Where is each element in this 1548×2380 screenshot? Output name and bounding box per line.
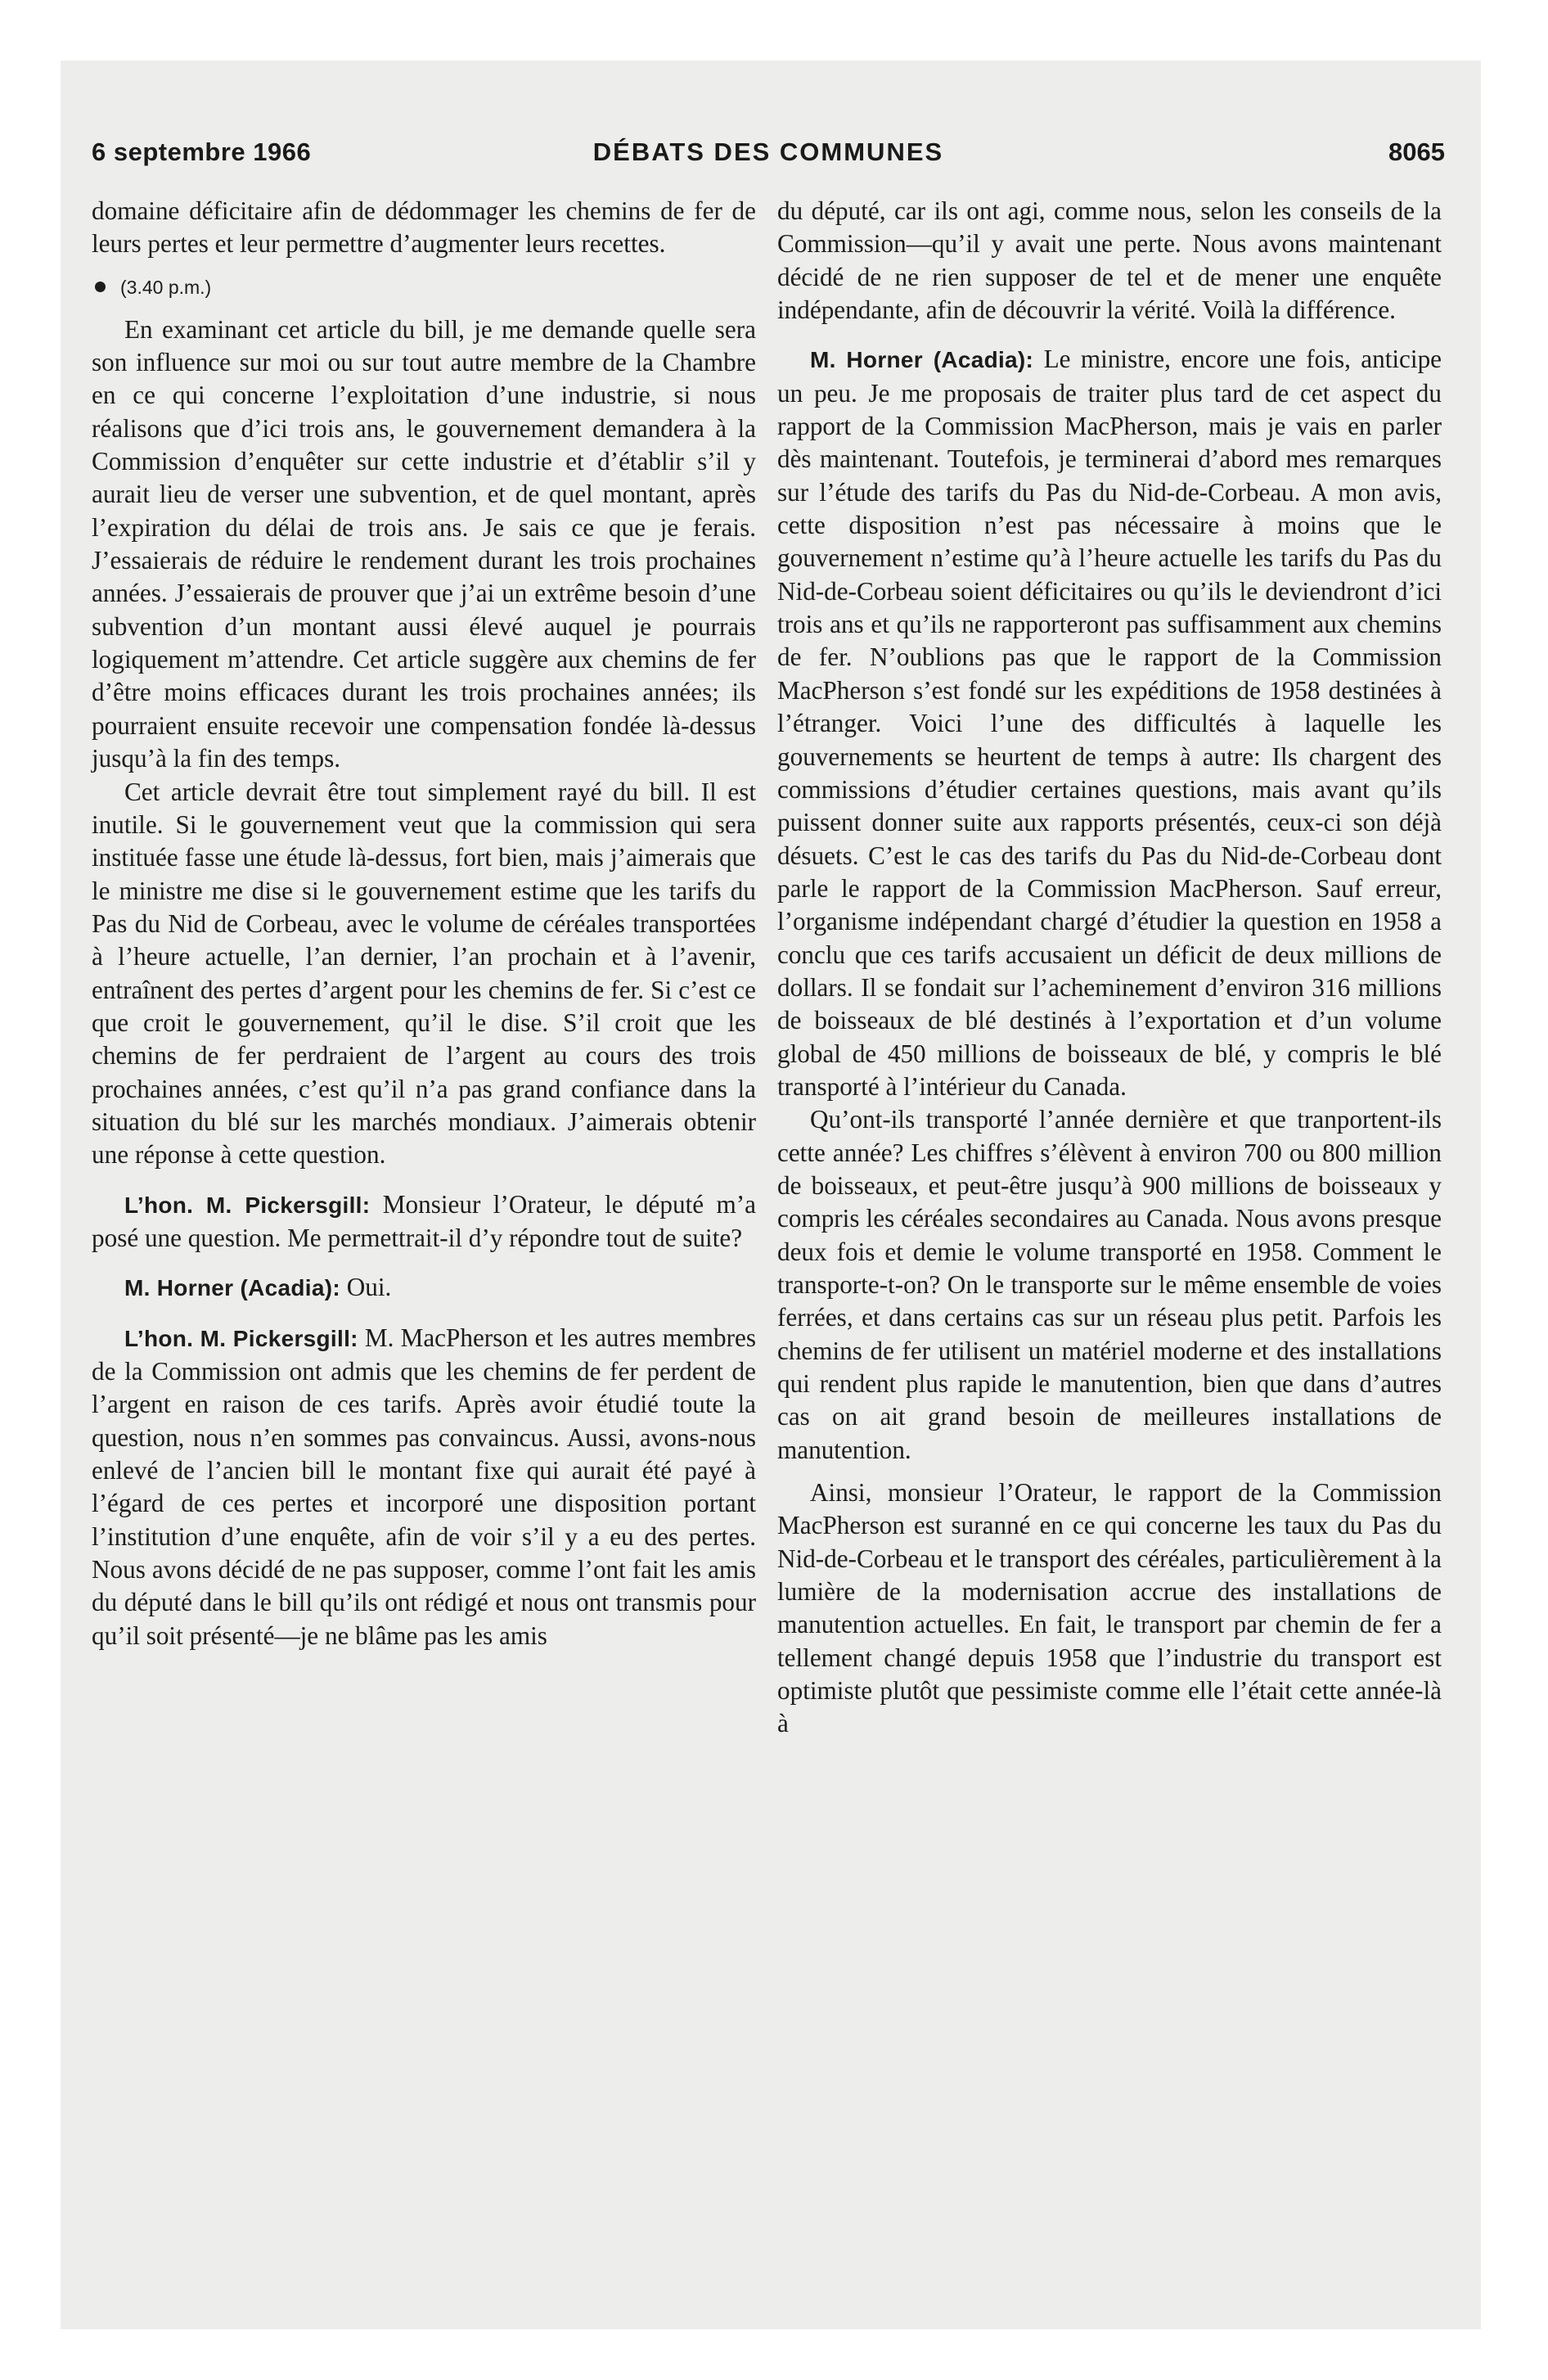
timestamp-text: (3.40 p.m.) [120,276,212,298]
paragraph: du député, car ils ont agi, comme nous, selon les conseils de la Commission—qu’il y avait une perte. Nous avons maintenant décidé de ne rien supposer de tel et de mener une enquête indépendante, afin de découvrir la vérité. Voilà la différence. [777,196,1442,325]
right-column [777,195,1442,1741]
speech-text: Monsieur l’Orateur, le député m’a posé une question. Me permettrait-il d’y répondre tout de suite? [92,1189,756,1252]
speech [92,1322,756,1652]
speaker-name: L’hon. M. Pickersgill: [124,1325,358,1351]
paragraph: Qu’ont-ils transporté l’année dernière et que tranportent-ils cette année? Les chiffres s’élèvent à environ 700 ou 800 million de boisseaux, et peut-être jusqu’à 900 millions de boisseaux y compris les céréales secondaires au Canada. Nous avons presque deux fois et demie le volume transporté en 1958. Comment le transporte-t-on? On le transporte sur le même ensemble de voies ferrées, et dans certains cas sur un réseau plus petit. Parfois les chemins de fer utilisent un matériel moderne et des installations qui rendent plus rapide le manutention, bien que dans d’autres cas on ait grand besoin de meilleures installations de manutention. [777,1105,1442,1464]
page-number: 8065 [1388,137,1445,166]
running-header [92,137,1445,170]
header-title: DÉBATS DES COMMUNES [592,137,944,166]
speech-text: Oui. [346,1273,392,1302]
header-date: 6 septembre 1966 [92,137,312,166]
speech [777,343,1442,1103]
paragraph: En examinant cet article du bill, je me demande quelle sera son influence sur moi ou sur tout autre membre de la Chambre en ce qui concerne l’exploitation d’une industrie, si nous réalisons que d’ici trois ans, le gouvernement demandera à la Commission d’enquêter sur cette industrie et d’établir s’il y aurait lieu de verser une subvention, et de quel montant, après l’expiration du délai de trois ans. Je sais ce que je ferais. J’essaierais de réduire le rendement durant les trois prochaines années. J’essaierais de prouver que j’ai un extrême besoin d’une subvention d’un montant aussi élevé auquel je pourrais logiquement m’attendre. Cet article suggère aux chemins de fer d’être moins efficaces durant les trois prochaines années; ils pourraient ensuite recevoir une compensation fondée là-dessus jusqu’à la fin des temps. [92,314,756,773]
speech-text: M. MacPherson et les autres membres de la Commission ont admis que les chemins de fer perdent de l’argent en raison de ces tarifs. Après avoir étudié toute la question, nous n’en sommes pas convaincus. Aussi, avons-nous enlevé de l’ancien bill le montant fixe qui aurait été payé à l’égard de ces pertes et incorporé une disposition portant l’institution d’une enquête, afin de voir s’il y a eu des pertes. Nous avons décidé de ne pas supposer, comme l’ont fait les amis du député dans le bill qu’ils ont rédigé et nous ont transmis pour qu’il soit présenté—je ne blâme pas les amis [92,1323,756,1650]
speech [92,1188,756,1255]
paragraph: Cet article devrait être tout simplement rayé du bill. Il est inutile. Si le gouvernement veut que la commission qui sera instituée fasse une étude là-dessus, fort bien, mais j’aimerais que le ministre me dise si le gouvernement estime que les tarifs du Pas du Nid de Corbeau, avec le volume de céréales transportées à l’heure actuelle, l’an dernier, l’an prochain et à l’avenir, entraînent des pertes d’argent pour les chemins de fer. Si c’est ce que croit le gouvernement, qu’il le dise. S’il croit que les chemins de fer perdraient de l’argent au cours des trois prochaines années, c’est qu’il n’a pas grand confiance dans la situation du blé sur les marchés mondiaux. J’aimerais obtenir une réponse à cette question. [92,777,756,1170]
speaker-name: M. Horner (Acadia): [810,347,1034,373]
speech [92,1271,756,1305]
speaker-name: L’hon. M. Pickersgill: [124,1192,371,1218]
left-column [92,195,756,1652]
speaker-name: M. Horner (Acadia): [124,1275,340,1301]
paragraph: Ainsi, monsieur l’Orateur, le rapport de la Commission MacPherson est suranné en ce qui concerne les taux du Pas du Nid-de-Corbeau et le transport des céréales, particulièrement à la lumière de la modernisation accrue des installations de manutention actuelles. En fait, le transport par chemin de fer a tellement changé depuis 1958 que l’industrie du transport est optimiste plutôt que pessimiste comme elle l’était cette année-là à [777,1478,1442,1738]
paragraph: domaine déficitaire afin de dédommager les chemins de fer de leurs pertes et leur permettre d’augmenter leurs recettes. [92,196,756,259]
timestamp [92,271,756,304]
speech-text: Le ministre, encore une fois, anticipe un peu. Je me proposais de traiter plus tard de cet aspect du rapport de la Commission MacPherson, mais je vais en parler dès maintenant. Toutefois, je terminerai d’abord mes remarques sur l’étude des tarifs du Pas du Nid-de-Corbeau. A mon avis, cette disposition n’est pas nécessaire à moins que le gouvernement n’estime qu’à l’heure actuelle les tarifs du Pas du Nid-de-Corbeau soient déficitaires ou qu’ils le deviendront d’ici trois ans et qu’ils ne rapporteront pas suffisamment aux chemins de fer. N’oublions pas que le rapport de la Commission MacPherson s’est fondé sur les expéditions de 1958 destinées à l’étranger. Voici l’une des difficultés à laquelle les gouvernements se heurtent de temps à autre: Ils chargent des commissions d’étudier certaines questions, mais avant qu’ils puissent donner suite aux rapports présentés, ceux-ci son déjà désuets. C’est le cas des tarifs du Pas du Nid-de-Corbeau dont parle le rapport de la Commission MacPherson. Sauf erreur, l’organisme indépendant chargé d’étudier la question en 1958 a conclu que ces tarifs accusaient un déficit de deux millions de dollars. Il se fondait sur l’acheminement d’environ 316 millions de boisseaux de blé destinés à l’exportation et d’un volume global de 450 millions de boisseaux de blé, y compris le blé transporté à l’intérieur du Canada. [777,345,1442,1101]
bullet-icon [95,282,106,292]
